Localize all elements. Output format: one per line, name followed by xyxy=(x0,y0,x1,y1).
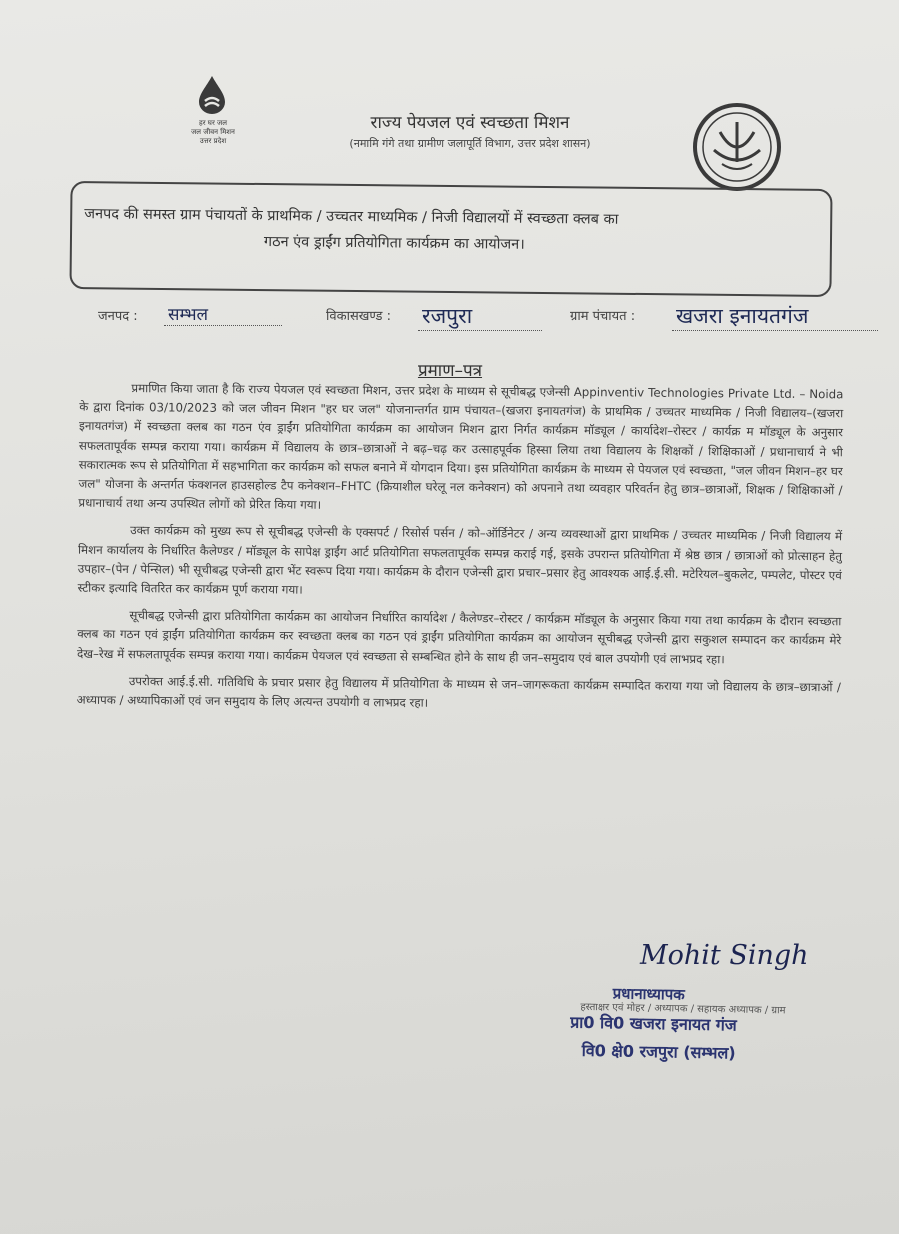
panchayat-label: ग्राम पंचायत : xyxy=(570,309,636,324)
signature-name: Mohit Singh xyxy=(640,940,809,971)
handwritten-signature xyxy=(640,940,820,990)
body-paragraph-1: प्रमाणित किया जाता है कि राज्य पेयजल एवं स्वच्छता मिशन, उत्तर प्रदेश के माध्यम से सूचीबद्ध एजेन्सी Appinventiv Technologies Private Ltd. – Noida के द्वारा दिनांक 03/10/2023 को जल जीवन मिशन "हर घर जल" योजनान्तर्गत ग्राम पंचायत–(खजरा इनायतगंज) के प्राथमिक / उच्चतर माध्यमिक / निजी विद्यालय–(खजरा इनायतगंज) में स्वच्छता क्लब का गठन एंव ड्राईंग प्रतियोगिता कार्यक्रम का आयोजन मिशन द्वारा निर्गत कार्यक्रम मॉड्यूल / कार्यादेश–रोस्टर / कार्यक्र म मॉड्यूल के अनुसार सफलतापूर्वक सम्पन्न कराया गया। कार्यक्रम में विद्यालय के छात्र–छात्राओं ने बढ़–चढ़ कर उत्साहपूर्वक हिस्सा लिया तथा विद्यालय के शिक्षकों / शिक्षिकाओं / प्रधानाचार्य ने भी सकारात्मक रूप से प्रतियोगिता में सहभागिता कर कार्यक्रम को सफल बनाने में योगदान दिया। इस प्रतियोगिता कार्यक्रम के माध्यम से पेयजल एवं स्वच्छता, "जल जीवन मिशन–हर घर जल" योजना के अन्तर्गत फंक्शनल हाउसहोल्ड टैप कनेक्शन–FHTC (क्रियाशील घरेलू नल कनेक्शन) को अपनाने तथा व्यवहार परिवर्तन हेतु छात्र–छात्राओं, शिक्षक / शिक्षिकाओं / प्रधानाचार्य तथा अन्य उपस्थित लोगों को प्रेरित किया गया। xyxy=(78,381,844,513)
body-paragraph-2: उक्त कार्यक्रम को मुख्य रूप से सूचीबद्ध एजेन्सी के एक्सपर्ट / रिसोर्स पर्सन / को–ऑर्डिनेटर / अन्य व्यवस्थाओं द्वारा प्राथमिक / उच्चतर माध्यमिक / निजी विद्यालय में मिशन कार्यालय के निर्धारित कैलेण्डर / मॉड्यूल के सापेक्ष ड्राईंग आर्ट प्रतियोगिता सफलतापूर्वक सम्पन्न कराई गई, इसके उपरान्त प्रतियोगिता में श्रेष्ठ छात्र / छात्राओं को प्रोत्साहन हेतु उपहार–(पेन / पेन्सिल) भी सूचीबद्ध एजेन्सी द्वारा भेंट स्वरूप दिया गया। कार्यक्रम के दौरान एजेन्सी द्वारा प्रचार–प्रसार हेतु आवश्यक आई.ई.सी. मटेरियल–बुकलेट, पम्पलेट, पोस्टर एवं स्टीकर इत्यादि वितरित कर कार्यक्रम पूर्ण कराया गया। xyxy=(77,523,843,597)
subject-box xyxy=(69,181,832,297)
jal-jeevan-mission-logo xyxy=(180,75,246,155)
district-label: जनपद : xyxy=(98,309,138,324)
subject-line-2: गठन एंव ड्राईंग प्रतियोगिता कार्यक्रम का आयोजन। xyxy=(263,234,525,253)
logo-caption: हर घर जल जल जीवन मिशन उत्तर प्रदेश xyxy=(191,119,235,145)
stamp-block: वि0 क्षे0 रजपुरा (सम्भल) xyxy=(581,1040,736,1063)
stamp-designation: प्रधानाध्यापक xyxy=(612,984,685,1004)
body-paragraph-4: उपरोक्त आई.ई.सी. गतिविधि के प्रचार प्रसार हेतु विद्यालय में प्रतियोगिता के माध्यम से जन–जागरूकता कार्यक्रम सम्पादित कराया गया जो विद्यालय के छात्र–छात्राओं / अध्यापक / अध्यापिकाओं एवं जन समुदाय के लिए अत्यन्त उपयोगी व लाभप्रद रहा। xyxy=(76,673,841,710)
district-value: सम्भल xyxy=(164,302,282,326)
stamp-school: प्रा0 वि0 खजरा इनायत गंज xyxy=(569,1012,737,1035)
body-paragraph-3: सूचीबद्ध एजेन्सी द्वारा प्रतियोगिता कार्यक्रम का आयोजन निर्धारित कार्यादेश / कैलेण्डर–रोस्टर / कार्यक्रम मॉड्यूल के अनुसार किया गया तथा कार्यक्रम के दौरान स्वच्छता क्लब का गठन एवं ड्राईंग प्रतियोगिता कार्यक्रम कर स्वच्छता क्लब का गठन एवं ड्राईंग प्रतियोगिता कार्यक्रम का आयोजन सूचीबद्ध एजेन्सी द्वारा सकुशल सम्पादन कर कार्यक्रम मेरे देख–रेख में सफलतापूर्वक सम्पन्न कराया गया। कार्यक्रम पेयजल एवं स्वच्छता से सम्बन्धित होने के साथ ही जन–समुदाय एवं बाल उपयोगी एवं लाभप्रद रहा। xyxy=(77,608,842,666)
block-value: रजपुरा xyxy=(418,302,542,331)
up-government-seal-icon xyxy=(692,102,782,192)
location-fields xyxy=(98,302,878,352)
panchayat-value: खजरा इनायतगंज xyxy=(672,302,878,331)
signature-under-label: हस्ताक्षर एवं मोहर / अध्यापक / सहायक अध्यापक / ग्राम xyxy=(580,1001,786,1017)
headmaster-stamp xyxy=(559,982,851,1082)
header-title: राज्य पेयजल एवं स्वच्छता मिशन xyxy=(370,113,570,133)
certificate-body xyxy=(77,379,844,725)
subject-line-1: जनपद की समस्त ग्राम पंचायतों के प्राथमिक / उच्चतर माध्यमिक / निजी विद्यालयों में स्वच्छता क्लब का xyxy=(84,206,619,228)
water-drop-icon xyxy=(196,75,228,115)
block-label: विकासखण्ड : xyxy=(326,309,392,324)
certificate-heading: प्रमाण–पत्र xyxy=(417,361,483,381)
header-subtitle: (नमामि गंगे तथा ग्रामीण जलापूर्ति विभाग, उत्तर प्रदेश शासन) xyxy=(349,137,591,150)
